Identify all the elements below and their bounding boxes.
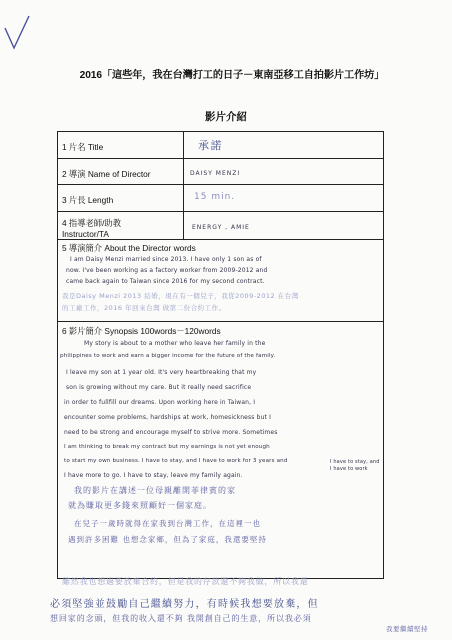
field-label: Instructor/TA bbox=[62, 229, 109, 239]
field-label: 4 指導老師/助教 bbox=[62, 218, 122, 228]
field-label: 1 片名 Title bbox=[62, 142, 104, 152]
handwritten-line: 我的影片在講述一位母親離開菲律賓的家 bbox=[74, 486, 236, 495]
field-label: 3 片長 Length bbox=[62, 195, 114, 205]
handwritten-line: encounter some problems, hardships at work, homesickness but I bbox=[64, 414, 272, 421]
handwritten-note: 我要繼續堅持 bbox=[386, 625, 428, 633]
section-label: 6 影片簡介 Synopsis 100words－120words bbox=[62, 326, 221, 336]
row-title bbox=[58, 132, 383, 158]
handwritten-line: now. I've been working as a factory worker from 2009-2012 and bbox=[66, 267, 268, 274]
handwritten-note: 想回家的念頭，但我的收入還不夠 我開創自己的生意，所以我必須 bbox=[50, 614, 312, 623]
check-mark-icon bbox=[2, 14, 32, 54]
handwritten-line: son is growing without my care. But it really need sacrifice bbox=[66, 384, 252, 391]
section-label: 5 導演簡介 About the Director words bbox=[62, 243, 196, 253]
field-label: 2 導演 Name of Director bbox=[62, 169, 151, 179]
row-director bbox=[58, 158, 383, 185]
section-synopsis bbox=[58, 321, 383, 581]
handwritten-note: 雖然我也想過要放棄合約，但是我的存款還不夠我做，所以我還 bbox=[62, 577, 309, 586]
field-value-title: 承諾 bbox=[198, 139, 223, 152]
handwritten-line: need to be strong and encourage myself to strive more. Sometimes bbox=[64, 429, 278, 436]
field-value-director: DAISY MENZI bbox=[190, 170, 241, 177]
handwritten-line: My story is about to a mother who leave her family in the bbox=[84, 340, 266, 347]
handwritten-note: 必須堅強並鼓勵自己繼續努力，有時候我想要放棄，但 bbox=[50, 599, 319, 610]
row-length bbox=[58, 184, 383, 212]
handwritten-line: I am Daisy Menzi married since 2013. I have only 1 son as of bbox=[70, 256, 262, 263]
handwritten-line: I leave my son at 1 year old. It's very heartbreaking that my bbox=[66, 369, 257, 376]
handwritten-line: came back again to Taiwan since 2016 for my second contract. bbox=[66, 278, 265, 285]
handwritten-line: 就為賺取更多錢來照顧好一個家庭。 bbox=[68, 501, 212, 510]
form-table bbox=[57, 131, 384, 579]
handwritten-line: 遇到許多困難 也想念家鄉，但為了家庭，我還要堅持 bbox=[68, 535, 267, 544]
handwritten-line: 我是Daisy Menzi 2013 結婚，現在有一個兒子，我從2009-2012 在台灣 bbox=[62, 292, 299, 300]
section-about-director bbox=[58, 239, 383, 322]
handwritten-line: 在兒子一歲時就得在家我到台灣工作，在這裡一也 bbox=[74, 519, 261, 528]
page-subtitle: 影片介紹 bbox=[205, 111, 247, 123]
field-value-instructor: ENERGY , AMIE bbox=[192, 224, 250, 231]
page-title: 2016「這些年，我在台灣打工的日子－東南亞移工自拍影片工作坊」 bbox=[79, 70, 385, 81]
field-value-length: 15 min. bbox=[194, 192, 236, 202]
row-instructor bbox=[58, 211, 383, 240]
margin-note: I have to stay, and I have to work bbox=[330, 459, 380, 472]
handwritten-line: 的工廠工作，2016 年回來台灣 做第二份合約工作。 bbox=[62, 304, 226, 312]
handwritten-line: I am thinking to break my contract but my earnings is not yet enough bbox=[64, 444, 270, 450]
handwritten-line: in order to fullfill our dreams. Upon working here in Taiwan, I bbox=[64, 399, 256, 406]
handwritten-line: I have more to go. I have to stay, leave my family again. bbox=[64, 472, 243, 479]
handwritten-line: to start my own business. I have to stay, and I have to work for 3 years and bbox=[64, 458, 288, 464]
handwritten-line: philippines to work and earn a bigger income for the future of the family. bbox=[60, 353, 276, 359]
